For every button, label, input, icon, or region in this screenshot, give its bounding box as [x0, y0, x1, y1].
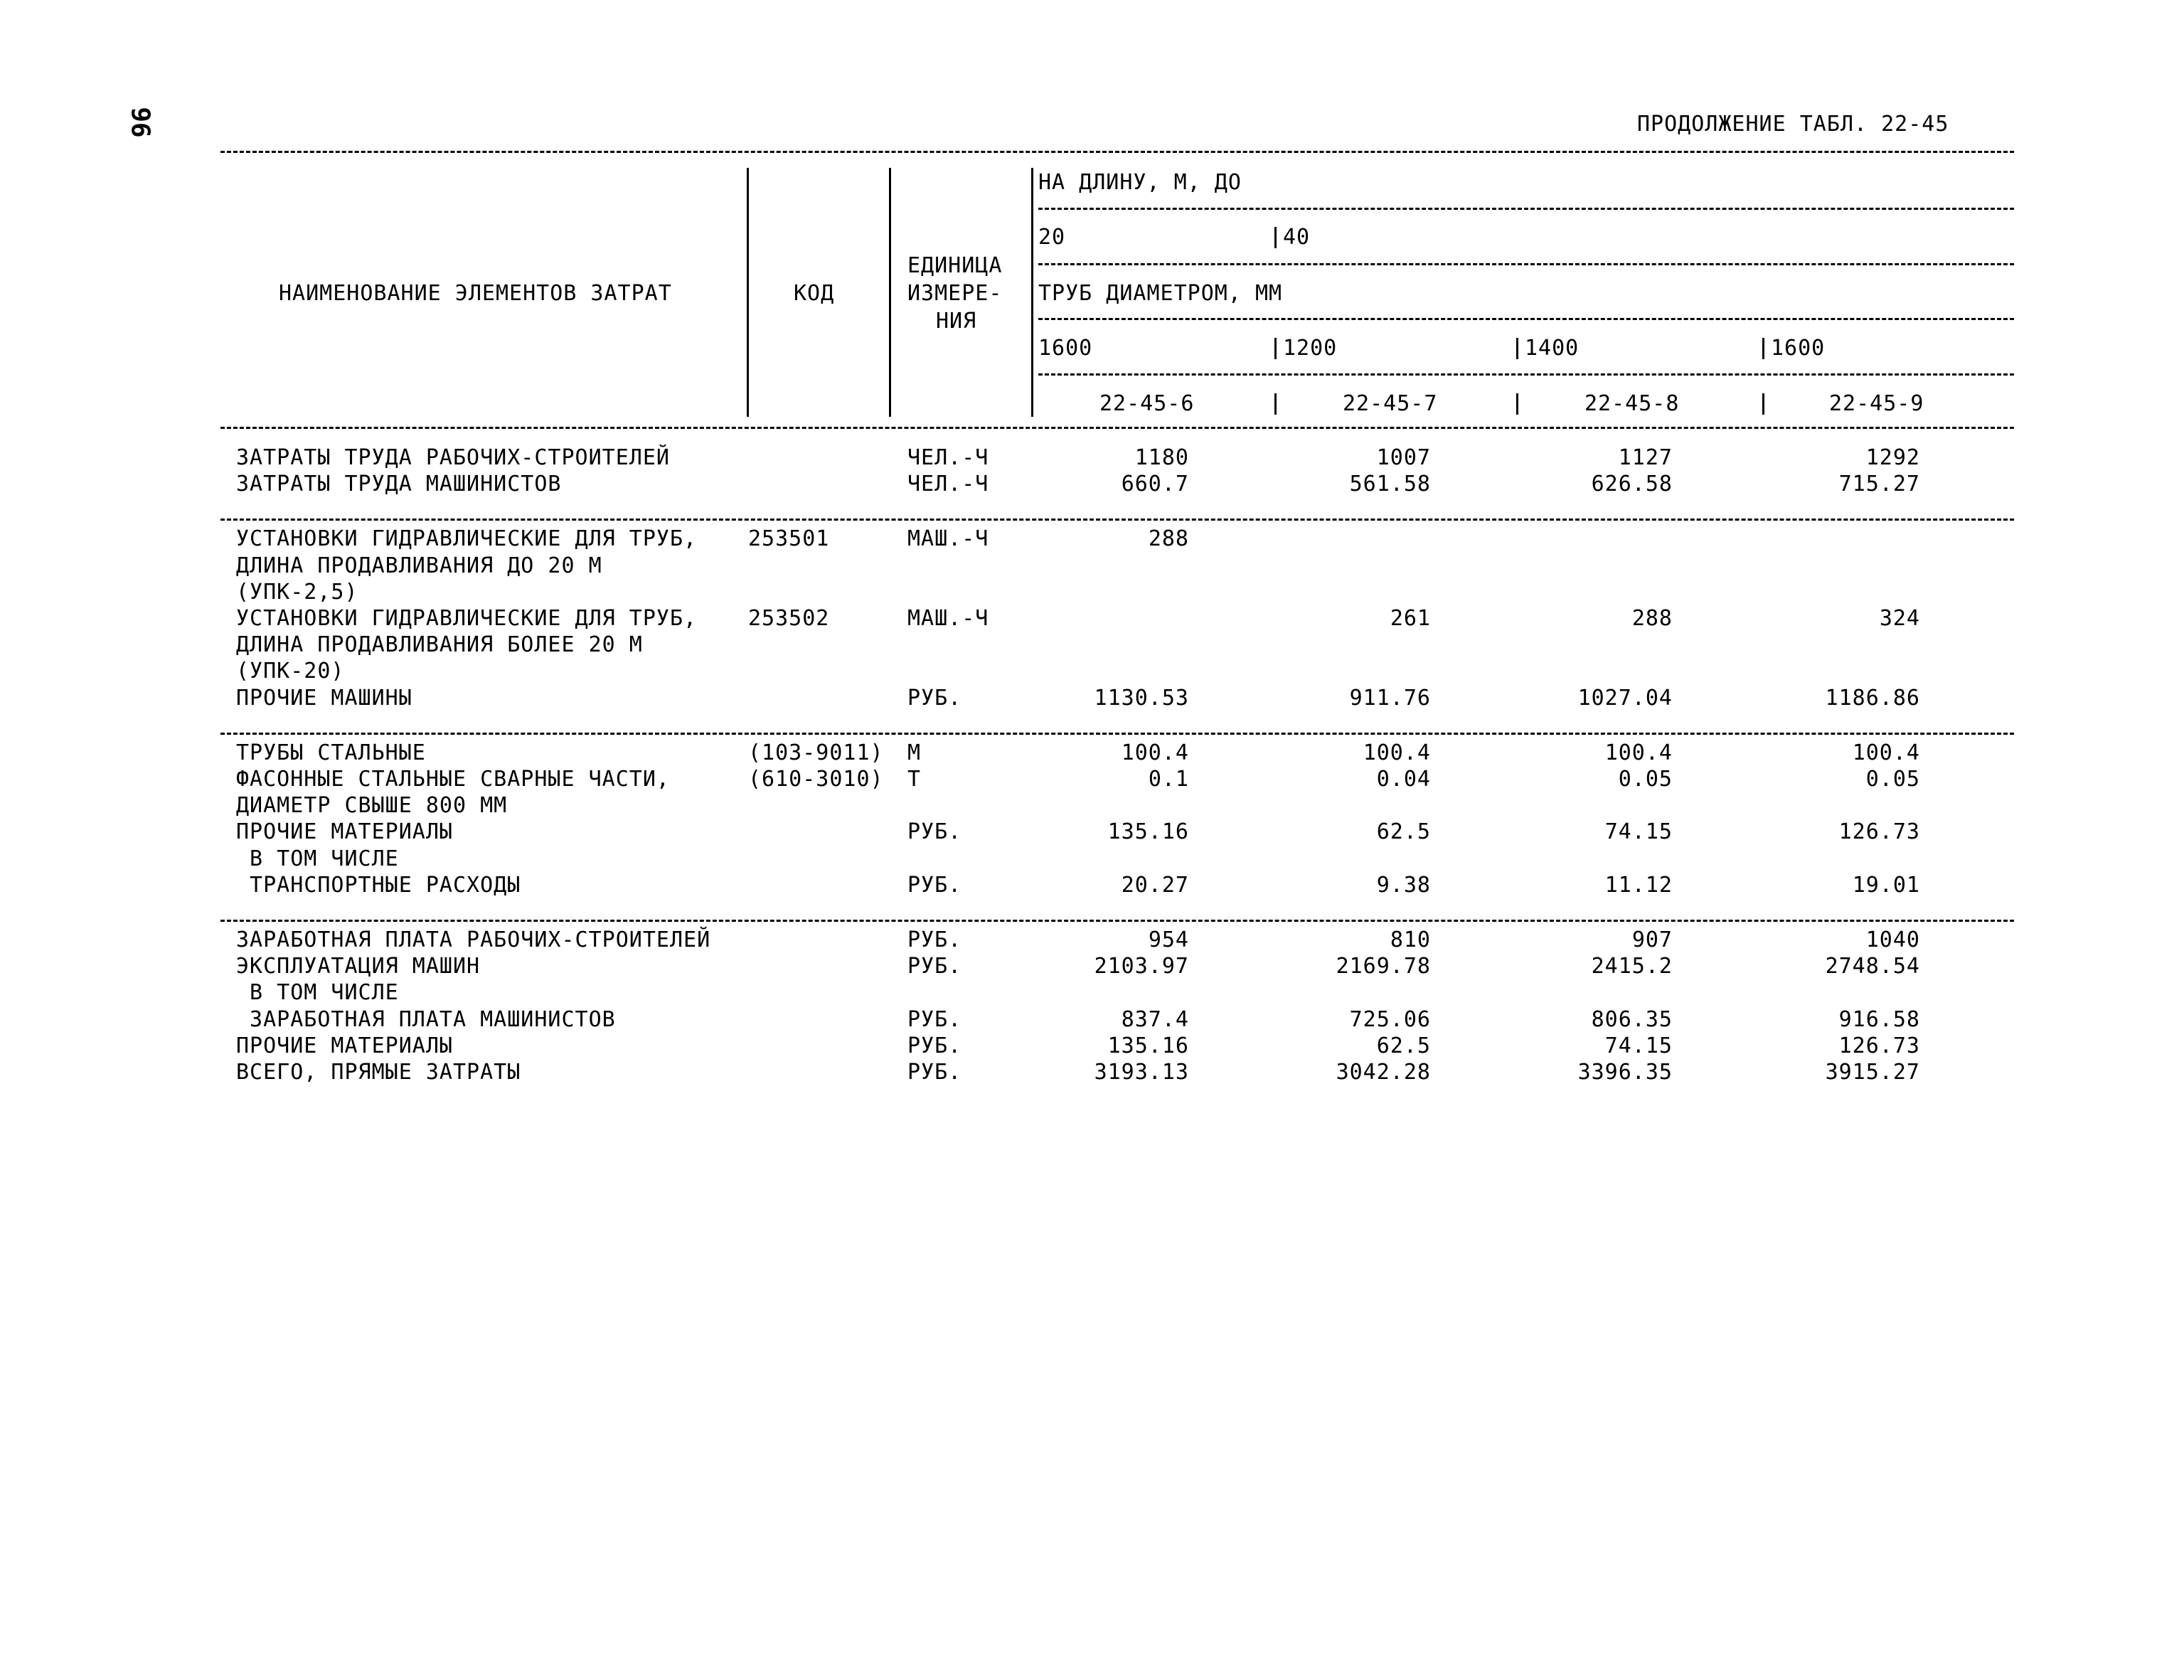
header-length-value: 20 [1038, 225, 1066, 250]
row-value: 324 [1879, 606, 1920, 631]
divider [220, 733, 2014, 735]
row-name: ЗАРАБОТНАЯ ПЛАТА РАБОЧИХ-СТРОИТЕЛЕЙ [236, 927, 711, 952]
header-diameter-value: 1600 [1771, 336, 1826, 361]
row-unit: МАШ.-Ч [907, 526, 989, 552]
header-code-column: КОД [794, 281, 835, 306]
divider [1031, 168, 1033, 417]
row-unit: РУБ. [907, 685, 962, 711]
row-value: 954 [1148, 927, 1189, 952]
row-unit: РУБ. [907, 927, 962, 952]
row-value: 626.58 [1591, 472, 1673, 497]
divider [1274, 227, 1277, 248]
row-value: 62.5 [1376, 1033, 1431, 1058]
row-value: 9.38 [1376, 872, 1431, 898]
table-caption: ПРОДОЛЖЕНИЕ ТАБЛ. 22-45 [1637, 112, 1949, 137]
row-value: 561.58 [1349, 472, 1431, 497]
row-value: 0.1 [1148, 767, 1189, 792]
row-name: ЗАТРАТЫ ТРУДА МАШИНИСТОВ [236, 472, 562, 497]
header-diameter-label: ТРУБ ДИАМЕТРОМ, ММ [1038, 281, 1283, 306]
row-name: ВСЕГО, ПРЯМЫЕ ЗАТРАТЫ [236, 1060, 521, 1085]
row-code: 253501 [748, 526, 830, 552]
row-name: ТРАНСПОРТНЫЕ РАСХОДЫ [236, 872, 521, 898]
row-value: 135.16 [1107, 1033, 1189, 1058]
row-code: 253502 [748, 606, 830, 631]
divider [1038, 263, 2014, 265]
row-value: 806.35 [1591, 1006, 1673, 1032]
row-value: 126.73 [1838, 1033, 1920, 1058]
header-code-value: 22-45-8 [1584, 391, 1680, 416]
row-value: 20.27 [1121, 872, 1189, 898]
divider [220, 920, 2014, 922]
row-value: 3396.35 [1577, 1060, 1673, 1085]
header-length-label: НА ДЛИНУ, М, ДО [1038, 170, 1242, 195]
row-value: 1186.86 [1825, 685, 1920, 711]
row-name: (УПК-20) [236, 659, 345, 684]
row-name: УСТАНОВКИ ГИДРАВЛИЧЕСКИЕ ДЛЯ ТРУБ, [236, 606, 698, 631]
row-unit: М [907, 740, 922, 765]
row-value: 100.4 [1852, 740, 1920, 765]
row-value: 1180 [1134, 445, 1189, 470]
row-value: 1040 [1865, 927, 1920, 952]
row-value: 810 [1390, 927, 1431, 952]
row-name: ТРУБЫ СТАЛЬНЫЕ [236, 740, 426, 765]
row-value: 288 [1631, 606, 1673, 631]
row-value: 19.01 [1852, 872, 1920, 898]
row-name: ЭКСПЛУАТАЦИЯ МАШИН [236, 954, 481, 979]
row-value: 0.05 [1618, 767, 1673, 792]
row-unit: Т [907, 767, 922, 792]
row-value: 1292 [1865, 445, 1920, 470]
header-code-value: 22-45-7 [1343, 391, 1438, 416]
row-value: 837.4 [1121, 1006, 1189, 1032]
divider [220, 427, 2014, 429]
header-name-column: НАИМЕНОВАНИЕ ЭЛЕМЕНТОВ ЗАТРАТ [279, 281, 672, 306]
divider [1038, 318, 2014, 320]
row-name: ЗАТРАТЫ ТРУДА РАБОЧИХ-СТРОИТЕЛЕЙ [236, 445, 670, 470]
row-name: ДЛИНА ПРОДАВЛИВАНИЯ ДО 20 М [236, 553, 602, 578]
row-value: 1127 [1618, 445, 1673, 470]
row-value: 2748.54 [1825, 954, 1920, 979]
header-unit-line-1: ЕДИНИЦА [907, 253, 1003, 278]
row-name: ПРОЧИЕ МАШИНЫ [236, 685, 412, 711]
row-name: (УПК-2,5) [236, 579, 358, 605]
row-value: 0.04 [1376, 767, 1431, 792]
row-unit: РУБ. [907, 1033, 962, 1058]
row-unit: ЧЕЛ.-Ч [907, 472, 989, 497]
row-name: ПРОЧИЕ МАТЕРИАЛЫ [236, 819, 453, 845]
row-value: 715.27 [1838, 472, 1920, 497]
row-code: (610-3010) [748, 767, 884, 792]
row-code: (103-9011) [748, 740, 884, 765]
row-value: 0.05 [1865, 767, 1920, 792]
row-name: В ТОМ ЧИСЛЕ [236, 846, 399, 871]
row-unit: МАШ.-Ч [907, 606, 989, 631]
divider [220, 519, 2014, 521]
row-name: ЗАРАБОТНАЯ ПЛАТА МАШИНИСТОВ [236, 1006, 616, 1032]
row-value: 74.15 [1604, 1033, 1673, 1058]
row-value: 100.4 [1121, 740, 1189, 765]
row-value: 261 [1390, 606, 1431, 631]
row-name: ДЛИНА ПРОДАВЛИВАНИЯ БОЛЕЕ 20 М [236, 632, 643, 658]
row-unit: ЧЕЛ.-Ч [907, 445, 989, 470]
divider [1762, 338, 1764, 359]
row-value: 916.58 [1838, 1006, 1920, 1032]
header-code-value: 22-45-6 [1099, 391, 1195, 416]
header-unit-line-3: НИЯ [936, 309, 977, 334]
row-name: УСТАНОВКИ ГИДРАВЛИЧЕСКИЕ ДЛЯ ТРУБ, [236, 526, 698, 552]
divider [1038, 373, 2014, 376]
divider [1038, 208, 2014, 210]
row-unit: РУБ. [907, 1006, 962, 1032]
row-value: 3042.28 [1336, 1060, 1431, 1085]
divider [1516, 338, 1518, 359]
divider [1274, 338, 1277, 359]
row-value: 2415.2 [1591, 954, 1673, 979]
row-value: 2169.78 [1336, 954, 1431, 979]
divider [889, 168, 891, 417]
row-name: В ТОМ ЧИСЛЕ [236, 980, 399, 1006]
row-value: 725.06 [1349, 1006, 1431, 1032]
row-unit: РУБ. [907, 872, 962, 898]
divider [220, 151, 2014, 153]
row-value: 288 [1148, 526, 1189, 552]
row-value: 1027.04 [1577, 685, 1673, 711]
row-value: 135.16 [1107, 819, 1189, 845]
row-value: 1130.53 [1094, 685, 1189, 711]
row-unit: РУБ. [907, 954, 962, 979]
divider [747, 168, 749, 417]
row-value: 3193.13 [1094, 1060, 1189, 1085]
header-code-value: 22-45-9 [1829, 391, 1924, 416]
row-value: 3915.27 [1825, 1060, 1920, 1085]
row-value: 911.76 [1349, 685, 1431, 711]
row-value: 11.12 [1604, 872, 1673, 898]
row-name: ПРОЧИЕ МАТЕРИАЛЫ [236, 1033, 453, 1058]
header-diameter-value: 1600 [1038, 336, 1093, 361]
row-value: 1007 [1376, 445, 1431, 470]
row-unit: РУБ. [907, 819, 962, 845]
row-value: 62.5 [1376, 819, 1431, 845]
page-number: 96 [127, 107, 157, 138]
row-value: 907 [1631, 927, 1673, 952]
row-unit: РУБ. [907, 1060, 962, 1085]
row-value: 100.4 [1604, 740, 1673, 765]
row-value: 660.7 [1121, 472, 1189, 497]
header-diameter-value: 1200 [1283, 336, 1338, 361]
divider [1762, 393, 1764, 415]
divider [1274, 393, 1277, 415]
row-value: 126.73 [1838, 819, 1920, 845]
row-value: 74.15 [1604, 819, 1673, 845]
row-value: 100.4 [1363, 740, 1431, 765]
row-value: 2103.97 [1094, 954, 1189, 979]
header-unit-line-2: ИЗМЕРЕ- [907, 281, 1003, 306]
row-name: ФАСОННЫЕ СТАЛЬНЫЕ СВАРНЫЕ ЧАСТИ, [236, 767, 670, 792]
row-name: ДИАМЕТР СВЫШЕ 800 ММ [236, 793, 508, 819]
header-diameter-value: 1400 [1525, 336, 1580, 361]
header-length-value: 40 [1283, 225, 1311, 250]
divider [1516, 393, 1518, 415]
